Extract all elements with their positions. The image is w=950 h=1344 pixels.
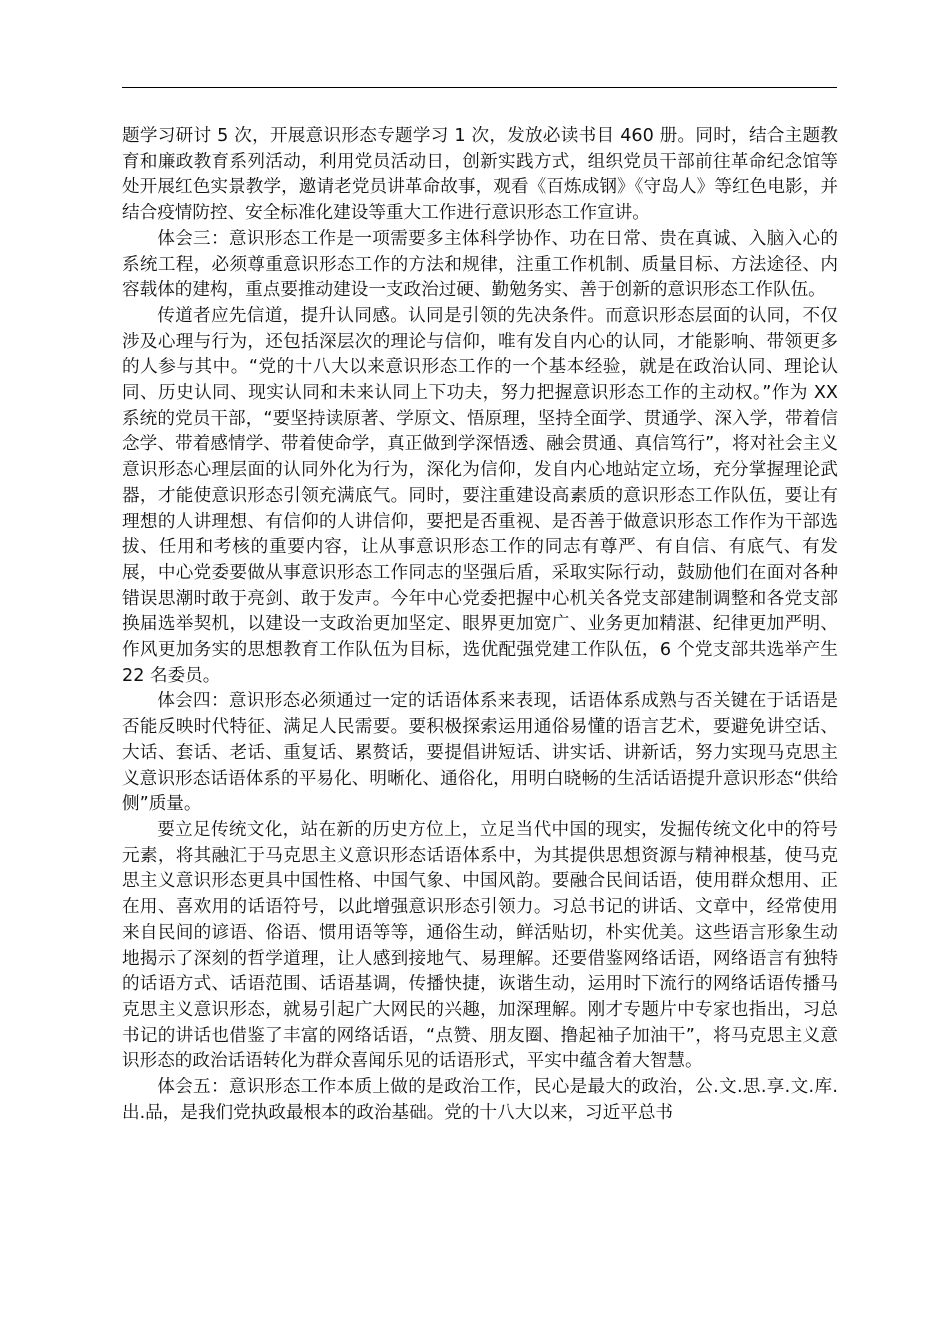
document-body — [122, 124, 838, 1126]
paragraph-insight-four: 体会四：意识形态必须通过一定的话语体系来表现，话语体系成熟与否关键在于话语是否能反映时代特征、满足人民需要。要积极探索运用通俗易懂的语言艺术，要避免讲空话、大话、套话、老话、重复话、累赘话，要提倡讲短话、讲实话、讲新话，努力实现马克思主义意识形态话语体系的平易化、明晰化、通俗化，用明白晓畅的生活话语提升意识形态“供给侧”质量。 — [122, 691, 838, 815]
paragraph-study-summary: 题学习研讨 5 次，开展意识形态专题学习 1 次，发放必读书目 460 册。同时，结合主题教育和廉政教育系列活动，利用党员活动日，创新实践方式，组织党员干部前往革命纪念馆等处开展红色实景教学，邀请老党员讲革命故事，观看《百炼成钢》《守岛人》等红色电影，并结合疫情防控、安全标准化建设等重大工作进行意识形态工作宣讲。 — [122, 126, 838, 224]
paragraph-traditional-culture: 要立足传统文化，站在新的历史方位上，立足当代中国的现实，发掘传统文化中的符号元素，将其融汇于马克思主义意识形态话语体系中，为其提供思想资源与精神根基，使马克思主义意识形态更具中国性格、中国气象、中国风韵。要融合民间话语，使用群众想用、正在用、喜欢用的话语符号，以此增强意识形态引领力。习总书记的讲话、文章中，经常使用来自民间的谚语、俗语、惯用语等等，通俗生动，鲜活贴切，朴实优美。这些语言形象生动地揭示了深刻的哲学道理，让人感到接地气、易理解。还要借鉴网络话语，网络语言有独特的话语方式、话语范围、话语基调，传播快捷，诙谐生动，运用时下流行的网络话语传播马克思主义意识形态，就易引起广大网民的兴趣，加深理解。刚才专题片中专家也指出，习总书记的讲话也借鉴了丰富的网络话语，“点赞、朋友圈、撸起袖子加油干”，将马克思主义意识形态的政治话语转化为群众喜闻乐见的话语形式，平实中蕴含着大智慧。 — [122, 819, 838, 1072]
header-rule — [122, 87, 837, 88]
paragraph-identity-recognition: 传道者应先信道，提升认同感。认同是引领的先决条件。而意识形态层面的认同，不仅涉及心理与行为，还包括深层次的理论与信仰，唯有发自内心的认同，才能影响、带领更多的人参与其中。“党的十八大以来意识形态工作的一个基本经验，就是在政治认同、理论认同、历史认同、现实认同和未来认同上下功夫，努力把握意识形态工作的主动权。”作为 XX 系统的党员干部，“要坚持读原著、学原文、悟原理，坚持全面学、贯通学、深入学，带着信念学、带着感情学、带着使命学，真正做到学深悟透、融会贯通、真信笃行”，将对社会主义意识形态心理层面的认同外化为行为，深化为信仰，发自内心地站定立场，充分掌握理论武器，才能使意识形态引领充满底气。同时，要注重建设高素质的意识形态工作队伍，要让有理想的人讲理想、有信仰的人讲信仰，要把是否重视、是否善于做意识形态工作作为干部选拔、任用和考核的重要内容，让从事意识形态工作的同志有尊严、有自信、有底气、有发展，中心党委要做从事意识形态工作同志的坚强后盾，采取实际行动，鼓励他们在面对各种错误思潮时敢于亮剑、敢于发声。今年中心党委把握中心机关各党支部建制调整和各党支部换届选举契机，以建设一支政治更加坚定、眼界更加宽广、业务更加精湛、纪律更加严明、作风更加务实的思想教育工作队伍为目标，选优配强党建工作队伍，6 个党支部共选举产生 22 名委员。 — [122, 305, 838, 686]
paragraph-insight-five: 体会五：意识形态工作本质上做的是政治工作，民心是最大的政治，公.文.思.享.文.库.出.品，是我们党执政最根本的政治基础。党的十八大以来，习近平总书 — [122, 1077, 838, 1123]
paragraph-insight-three: 体会三：意识形态工作是一项需要多主体科学协作、功在日常、贵在真诚、入脑入心的系统工程，必须尊重意识形态工作的方法和规律，注重工作机制、质量目标、方法途径、内容载体的建构，重点要推动建设一支政治过硬、勤勉务实、善于创新的意识形态工作队伍。 — [122, 228, 838, 301]
